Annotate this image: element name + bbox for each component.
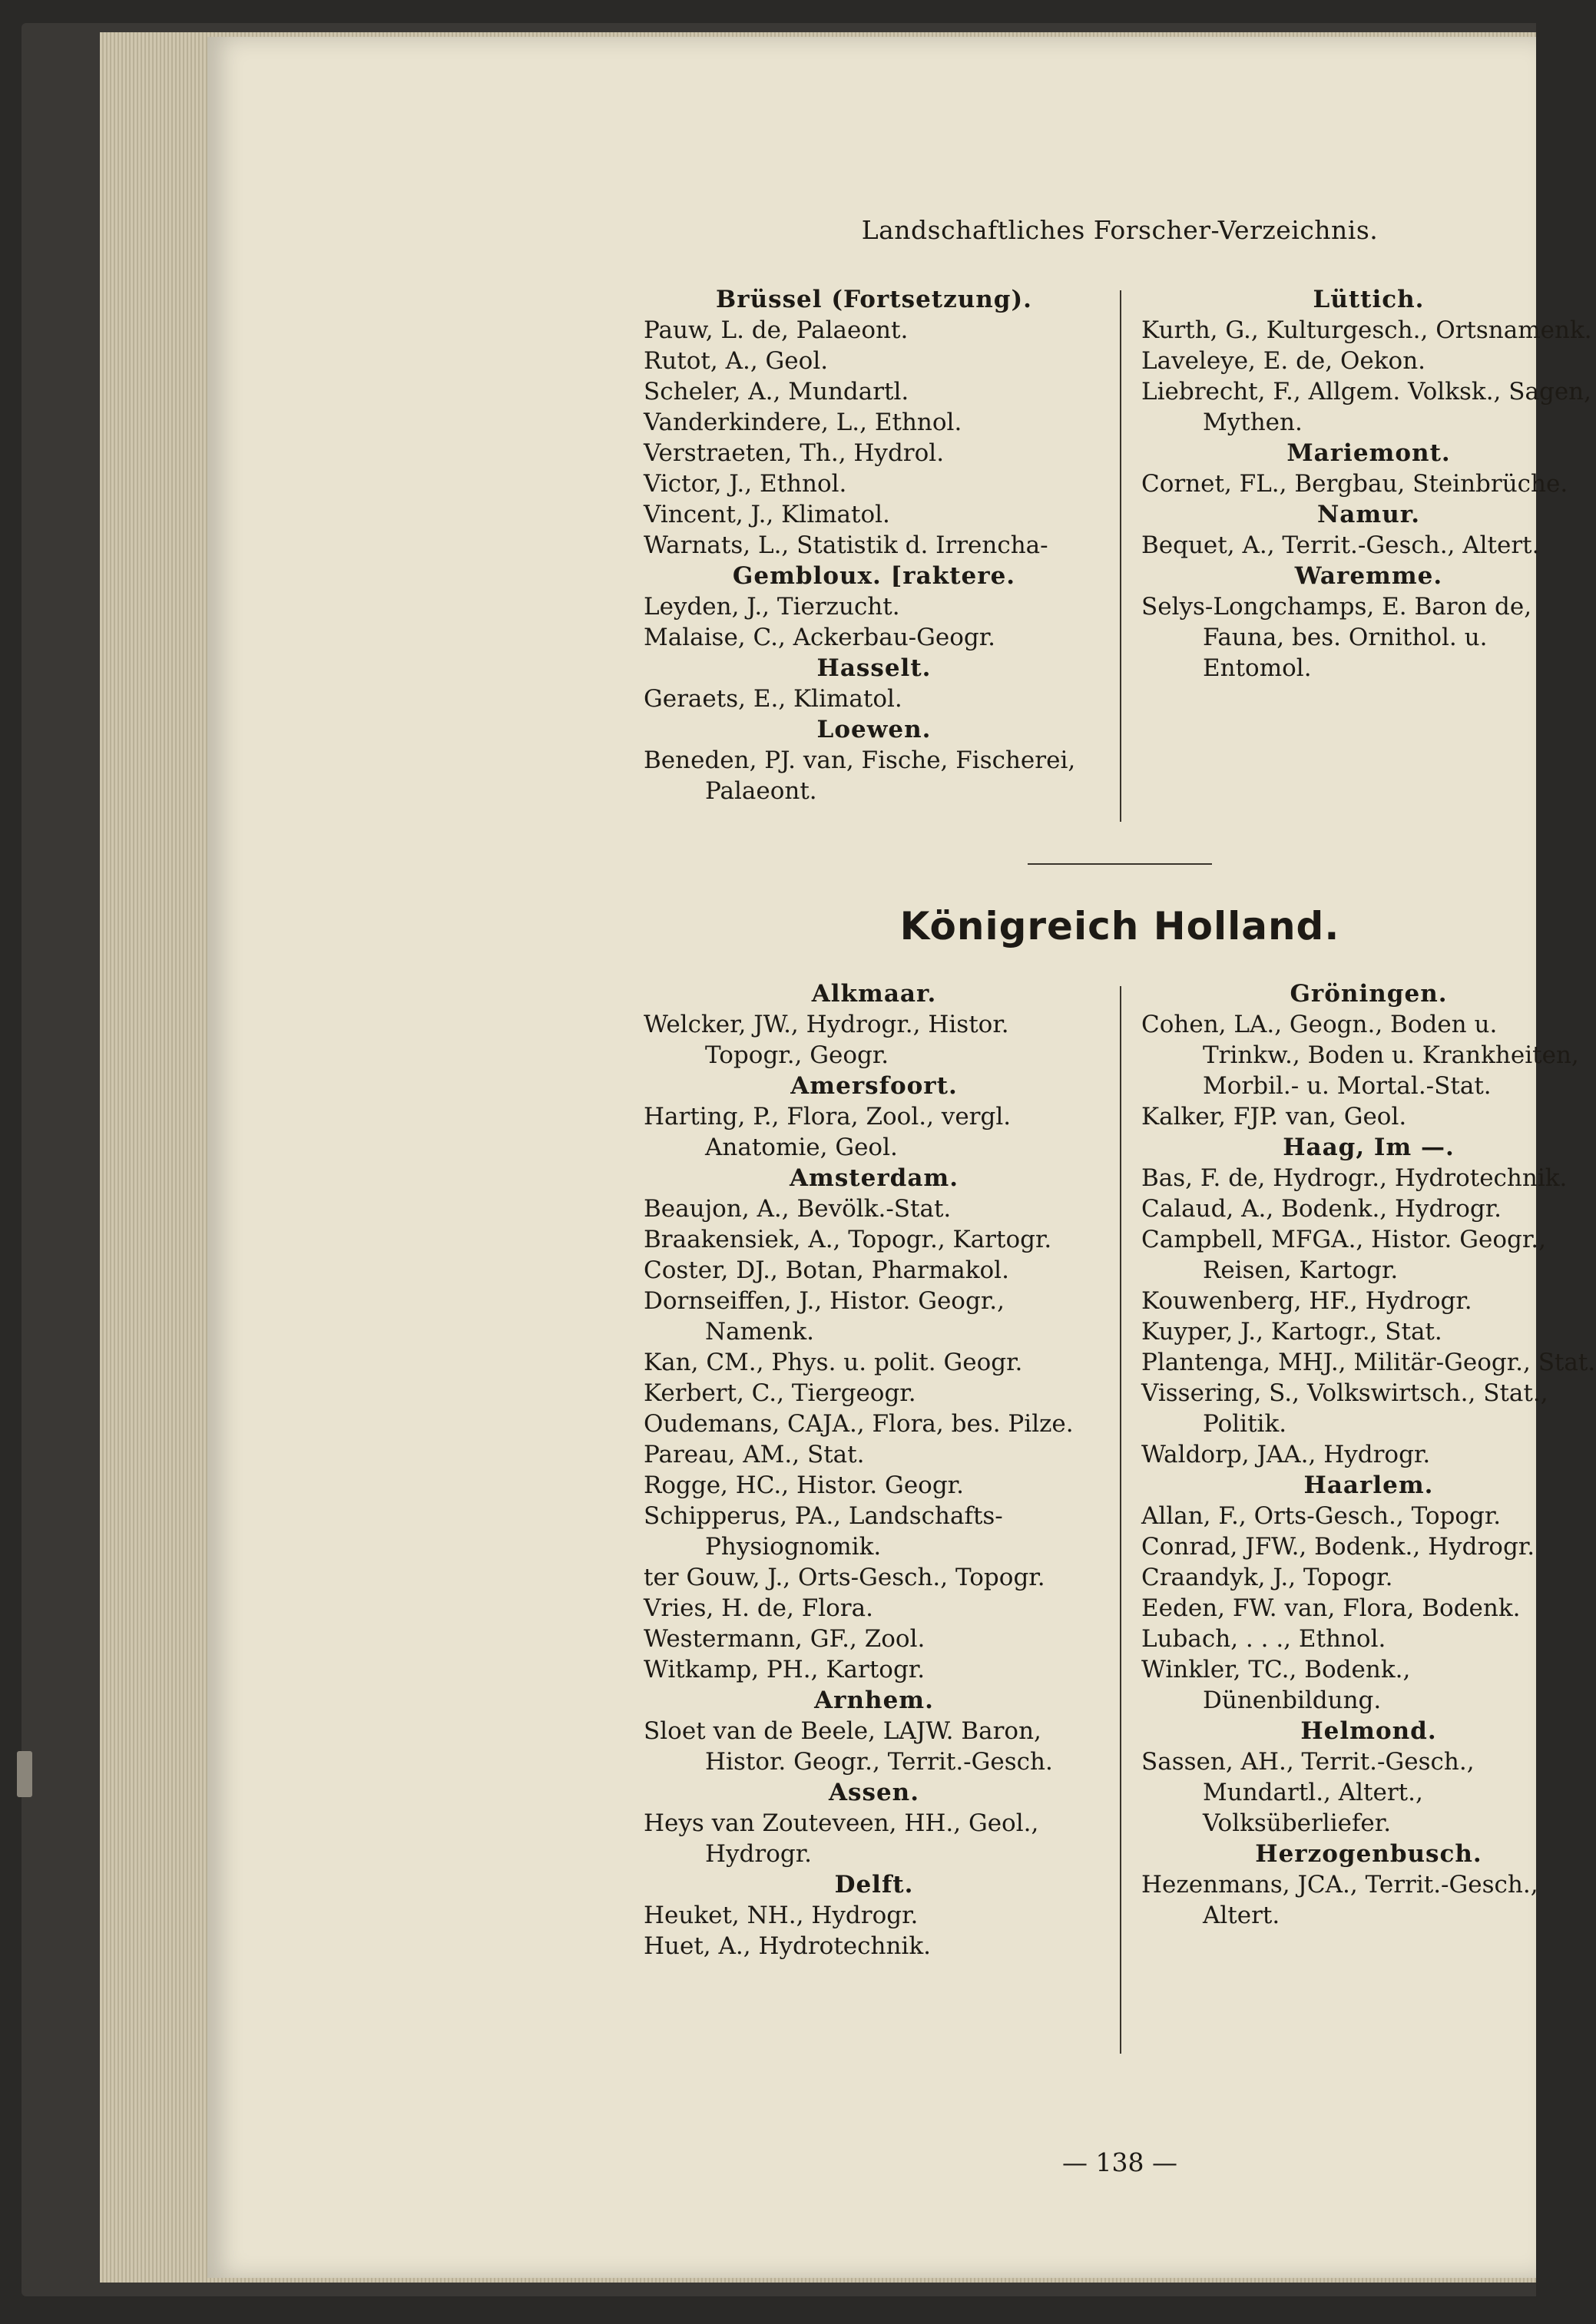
- place-heading: Lüttich.: [1313, 286, 1425, 313]
- researcher-entry: Waldorp, JAA., Hydrogr.: [1141, 1441, 1431, 1468]
- researcher-entry: Eeden, FW. van, Flora, Bodenk.: [1141, 1594, 1521, 1622]
- researcher-entry: Allan, F., Orts-Gesch., Topogr.: [1141, 1502, 1502, 1530]
- researcher-entry: Craandyk, J., Topogr.: [1141, 1564, 1393, 1591]
- book-spine-tab: [17, 1751, 32, 1797]
- researcher-entry: Vries, H. de, Flora.: [644, 1594, 873, 1622]
- researcher-entry: Malaise, C., Ackerbau-Geogr.: [644, 624, 996, 651]
- researcher-entry: Kuyper, J., Kartogr., Stat.: [1141, 1318, 1442, 1346]
- researcher-entry: Rogge, HC., Histor. Geogr.: [644, 1472, 964, 1499]
- place-heading: Helmond.: [1300, 1717, 1437, 1745]
- researcher-entry: Beaujon, A., Bevölk.-Stat.: [644, 1195, 952, 1223]
- researcher-entry: Rutot, A., Geol.: [644, 347, 829, 375]
- researcher-entry: Dornseiffen, J., Histor. Geogr., Namenk.: [644, 1287, 1005, 1346]
- researcher-entry: Campbell, MFGA., Histor. Geogr., Reisen, Kartogr.: [1141, 1226, 1546, 1284]
- researcher-entry: Sloet van de Beele, LAJW. Baron, Histor. Geogr., Territ.-Gesch.: [644, 1717, 1053, 1776]
- researcher-entry: Verstraeten, Th., Hydrol.: [644, 439, 945, 467]
- section2-right-column: [1141, 978, 1596, 1931]
- researcher-entry: Conrad, JFW., Bodenk., Hydrogr.: [1141, 1533, 1535, 1561]
- researcher-entry: Pareau, AM., Stat.: [644, 1441, 865, 1468]
- researcher-entry: Victor, J., Ethnol.: [644, 470, 847, 498]
- place-heading: Waremme.: [1294, 562, 1443, 590]
- researcher-entry: Warnats, L., Statistik d. Irrencha-: [644, 531, 1048, 559]
- section-divider: [1028, 863, 1212, 865]
- researcher-entry: Kalker, FJP. van, Geol.: [1141, 1103, 1407, 1131]
- country-title: Königreich Holland.: [899, 904, 1340, 948]
- page-number: — 138 —: [1062, 2147, 1177, 2177]
- running-title: Landschaftliches Forscher-Verzeichnis.: [861, 215, 1379, 245]
- researcher-entry: Vissering, S., Volkswirtsch., Stat., Politik.: [1141, 1379, 1548, 1438]
- researcher-entry: Hezenmans, JCA., Territ.-Gesch., Altert.: [1141, 1871, 1538, 1929]
- researcher-entry: Vanderkindere, L., Ethnol.: [644, 409, 962, 436]
- section1-right-column: [1141, 284, 1596, 684]
- researcher-entry: Scheler, A., Mundartl.: [644, 378, 909, 406]
- researcher-entry: Coster, DJ., Botan, Pharmakol.: [644, 1256, 1009, 1284]
- place-heading: Delft.: [834, 1871, 914, 1899]
- researcher-entry: Heuket, NH., Hydrogr.: [644, 1902, 919, 1929]
- researcher-entry: Kouwenberg, HF., Hydrogr.: [1141, 1287, 1472, 1315]
- researcher-entry: Oudemans, CAJA., Flora, bes. Pilze.: [644, 1410, 1074, 1438]
- section2-left-column: [644, 978, 1104, 1961]
- researcher-entry: Heys van Zouteveen, HH., Geol., Hydrogr.: [644, 1809, 1039, 1868]
- section1-column-rule: [1120, 290, 1121, 822]
- place-heading: Amersfoort.: [790, 1072, 958, 1100]
- researcher-entry: Lubach, . . ., Ethnol.: [1141, 1625, 1386, 1653]
- section2-column-rule: [1120, 986, 1121, 2054]
- researcher-entry: Cornet, FL., Bergbau, Steinbrüche.: [1141, 470, 1568, 498]
- researcher-entry: Welcker, JW., Hydrogr., Histor. Topogr., Geogr.: [644, 1011, 1009, 1069]
- place-heading: Arnhem.: [814, 1687, 934, 1714]
- researcher-entry: Liebrecht, F., Allgem. Volksk., Sagen, Mythen.: [1141, 378, 1591, 436]
- place-heading: Gembloux. [raktere.: [732, 562, 1016, 590]
- researcher-entry: Cohen, LA., Geogn., Boden u. Trinkw., Boden u. Krankheiten, Morbil.- u. Mortal.-Stat.: [1141, 1011, 1579, 1100]
- researcher-entry: Calaud, A., Bodenk., Hydrogr.: [1141, 1195, 1502, 1223]
- place-heading: Hasselt.: [816, 654, 932, 682]
- researcher-entry: Vincent, J., Klimatol.: [644, 501, 890, 528]
- researcher-entry: Kerbert, C., Tiergeogr.: [644, 1379, 916, 1407]
- researcher-entry: Plantenga, MHJ., Militär-Geogr., Stat.: [1141, 1349, 1596, 1376]
- place-heading: Gröningen.: [1290, 980, 1448, 1008]
- researcher-entry: Kurth, G., Kulturgesch., Ortsnamenk.: [1141, 316, 1592, 344]
- researcher-entry: Witkamp, PH., Kartogr.: [644, 1656, 925, 1683]
- researcher-entry: Laveleye, E. de, Oekon.: [1141, 347, 1426, 375]
- researcher-entry: Harting, P., Flora, Zool., vergl. Anatomie, Geol.: [644, 1103, 1012, 1161]
- researcher-entry: Braakensiek, A., Topogr., Kartogr.: [644, 1226, 1052, 1253]
- place-heading: Loewen.: [816, 716, 932, 743]
- researcher-entry: Beneden, PJ. van, Fische, Fischerei, Palaeont.: [644, 747, 1076, 805]
- place-heading: Brüssel (Fortsetzung).: [716, 286, 1032, 313]
- researcher-entry: Pauw, L. de, Palaeont.: [644, 316, 909, 344]
- place-heading: Haag, Im —.: [1283, 1134, 1455, 1161]
- book-page: [207, 37, 1596, 2278]
- researcher-entry: ter Gouw, J., Orts-Gesch., Topogr.: [644, 1564, 1045, 1591]
- researcher-entry: Selys-Longchamps, E. Baron de, Fauna, bes. Ornithol. u. Entomol.: [1141, 593, 1532, 682]
- place-heading: Namur.: [1316, 501, 1421, 528]
- researcher-entry: Kan, CM., Phys. u. polit. Geogr.: [644, 1349, 1023, 1376]
- researcher-entry: Westermann, GF., Zool.: [644, 1625, 925, 1653]
- researcher-entry: Bas, F. de, Hydrogr., Hydrotechnik.: [1141, 1164, 1568, 1192]
- place-heading: Mariemont.: [1286, 439, 1451, 467]
- researcher-entry: Sassen, AH., Territ.-Gesch., Mundartl., Altert., Volksüberliefer.: [1141, 1748, 1475, 1837]
- researcher-entry: Geraets, E., Klimatol.: [644, 685, 902, 713]
- place-heading: Herzogenbusch.: [1255, 1840, 1482, 1868]
- place-heading: Haarlem.: [1303, 1472, 1434, 1499]
- place-heading: Amsterdam.: [789, 1164, 959, 1192]
- place-heading: Assen.: [828, 1779, 919, 1806]
- researcher-entry: Bequet, A., Territ.-Gesch., Altert.: [1141, 531, 1540, 559]
- place-heading: Alkmaar.: [811, 980, 937, 1008]
- researcher-entry: Schipperus, PA., Landschafts-Physiognomik.: [644, 1502, 1003, 1561]
- researcher-entry: Leyden, J., Tierzucht.: [644, 593, 900, 621]
- researcher-entry: Winkler, TC., Bodenk., Dünenbildung.: [1141, 1656, 1411, 1714]
- researcher-entry: Huet, A., Hydrotechnik.: [644, 1932, 931, 1960]
- section1-left-column: [644, 284, 1104, 806]
